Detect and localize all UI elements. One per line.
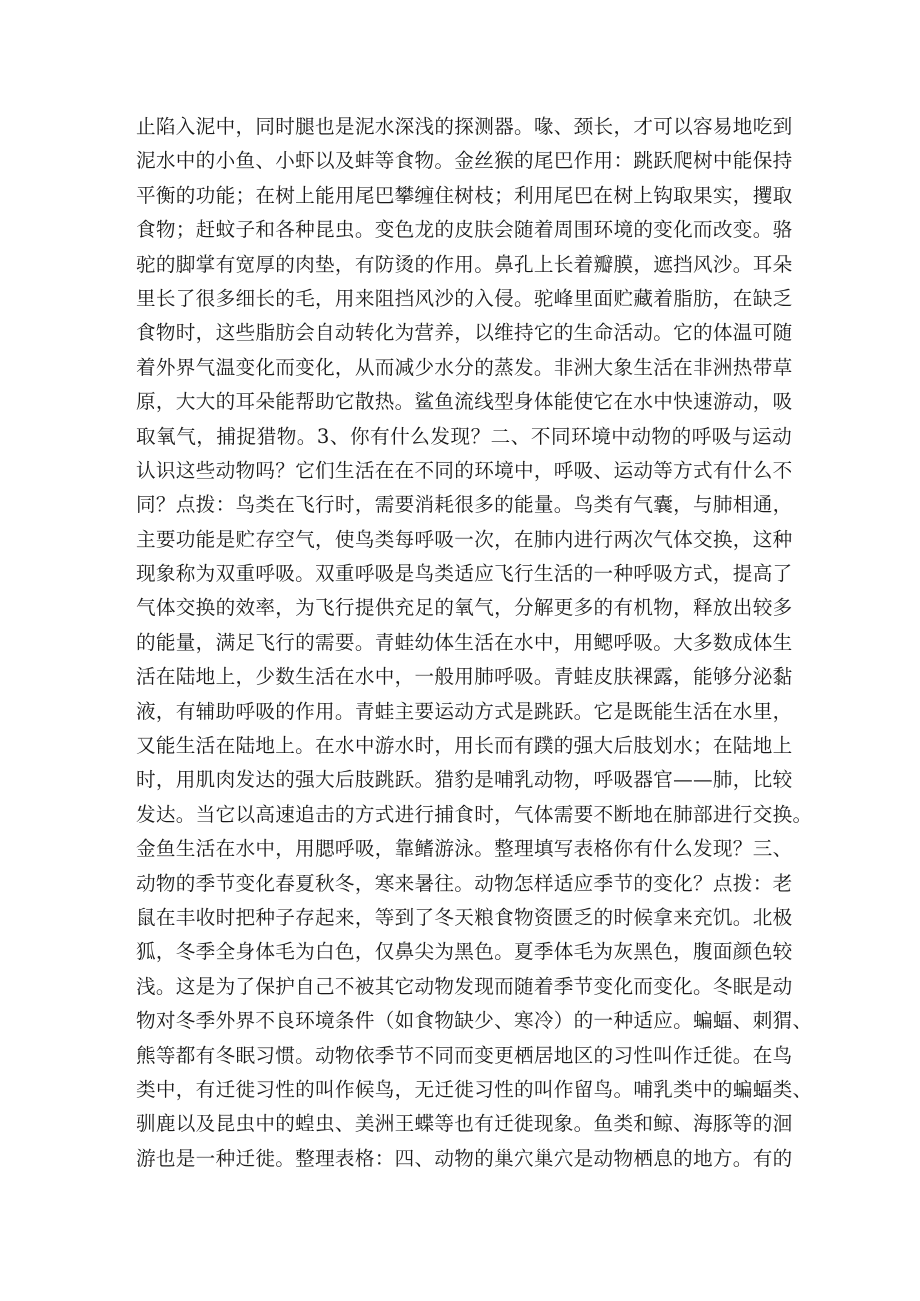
- text-line: 驼的脚掌有宽厚的肉垫，有防烫的作用。鼻孔上长着瓣膜，遮挡风沙。耳朵: [136, 252, 793, 276]
- text-line: 熊等都有冬眠习惯。动物依季节不同而变更栖居地区的习性叫作迁徙。在鸟: [136, 1043, 793, 1067]
- text-line: 游也是一种迁徙。整理表格：四、动物的巢穴巢穴是动物栖息的地方。有的: [136, 1146, 793, 1170]
- text-line: 金鱼生活在水中，用腮呼吸，靠鳍游泳。整理填写表格你有什么发现？三、: [136, 837, 793, 861]
- text-line: 气体交换的效率，为飞行提供充足的氧气，分解更多的有机物，释放出较多: [136, 596, 793, 620]
- text-line: 的能量，满足飞行的需要。青蛙幼体生活在水中，用鳃呼吸。大多数成体生: [136, 630, 793, 654]
- text-line: 原，大大的耳朵能帮助它散热。鲨鱼流线型身体能使它在水中快速游动，吸: [136, 390, 793, 414]
- text-line: 主要功能是贮存空气，使鸟类每呼吸一次，在肺内进行两次气体交换，这种: [136, 527, 793, 551]
- text-line: 食物时，这些脂肪会自动转化为营养，以维持它的生命活动。它的体温可随: [136, 321, 793, 345]
- text-line: 物对冬季外界不良环境条件（如食物缺少、寒冷）的一种适应。蝙蝠、刺猬、: [136, 1009, 813, 1033]
- text-line: 止陷入泥中，同时腿也是泥水深浅的探测器。喙、颈长，才可以容易地吃到: [136, 115, 793, 138]
- text-line: 平衡的功能；在树上能用尾巴攀缠住树枝；利用尾巴在树上钩取果实，攫取: [136, 183, 793, 207]
- text-line: 食物；赶蚊子和各种昆虫。变色龙的皮肤会随着周围环境的变化而改变。骆: [136, 218, 793, 242]
- text-line: 着外界气温变化而变化，从而减少水分的蒸发。非洲大象生活在非洲热带草: [136, 355, 793, 379]
- text-line: 同？点拨：鸟类在飞行时，需要消耗很多的能量。鸟类有气囊，与肺相通，: [136, 493, 793, 517]
- text-line: 动物的季节变化春夏秋冬，寒来暑往。动物怎样适应季节的变化？点拨：老: [136, 871, 793, 895]
- text-line: 时，用肌肉发达的强大后肢跳跃。猎豹是哺乳动物，呼吸器官——肺，比较: [136, 768, 793, 792]
- text-line: 泥水中的小鱼、小虾以及蚌等食物。金丝猴的尾巴作用：跳跃爬树中能保持: [136, 149, 793, 173]
- text-line: 液，有辅助呼吸的作用。青蛙主要运动方式是跳跃。它是既能生活在水里，: [136, 699, 793, 723]
- text-line: 活在陆地上，少数生活在水中，一般用肺呼吸。青蛙皮肤裸露，能够分泌黏: [136, 665, 793, 689]
- text-line: 认识这些动物吗？它们生活在在不同的环境中，呼吸、运动等方式有什么不: [136, 458, 793, 482]
- text-line: 发达。当它以高速追击的方式进行捕食时，气体需要不断地在肺部进行交换。: [136, 802, 813, 826]
- text-line: 又能生活在陆地上。在水中游水时，用长而有蹼的强大后肢划水；在陆地上: [136, 734, 793, 758]
- text-line: 鼠在丰收时把种子存起来，等到了冬天粮食物资匮乏的时候拿来充饥。北极: [136, 905, 793, 929]
- text-line: 类中，有迁徙习性的叫作候鸟，无迁徙习性的叫作留鸟。哺乳类中的蝙蝠类、: [136, 1077, 813, 1101]
- body-text: [136, 110, 813, 1176]
- text-line: 现象称为双重呼吸。双重呼吸是鸟类适应飞行生活的一种呼吸方式，提高了: [136, 562, 793, 586]
- text-line: 驯鹿以及昆虫中的蝗虫、美洲王蝶等也有迁徙现象。鱼类和鲸、海豚等的洄: [136, 1112, 793, 1136]
- text-line: 狐，冬季全身体毛为白色，仅鼻尖为黑色。夏季体毛为灰黑色，腹面颜色较: [136, 940, 793, 964]
- text-line: 浅。这是为了保护自己不被其它动物发现而随着季节变化而变化。冬眠是动: [136, 974, 793, 998]
- text-line: 里长了很多细长的毛，用来阻挡风沙的入侵。驼峰里面贮藏着脂肪，在缺乏: [136, 286, 793, 310]
- text-line: 取氧气，捕捉猎物。3、你有什么发现？二、不同环境中动物的呼吸与运动: [136, 424, 792, 448]
